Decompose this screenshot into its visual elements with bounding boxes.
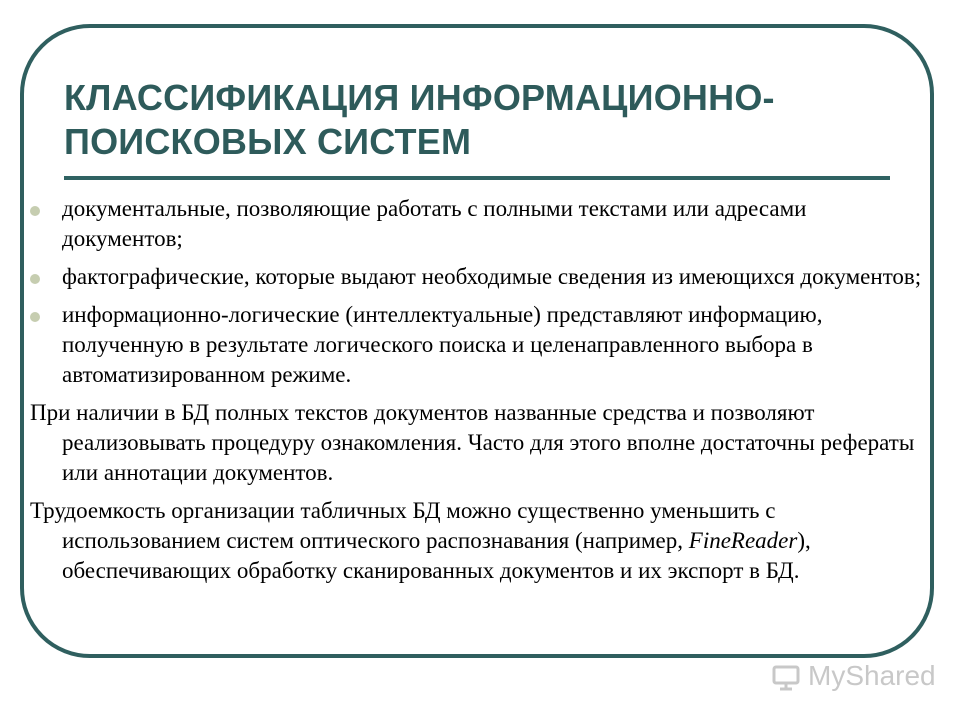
paragraph-ocr-start: Трудоемкость организации табличных БД можно существенно уменьшить с использованием систем оптического распознавания (например, bbox=[30, 498, 776, 553]
bullet-dot-icon bbox=[30, 274, 40, 284]
bullet-text: документальные, позволяющие работать с полными текстами или адресами документов; bbox=[62, 196, 807, 251]
bullet-item bbox=[30, 194, 930, 254]
bullet-item bbox=[30, 300, 930, 390]
bullet-dot-icon bbox=[30, 206, 40, 216]
projector-icon bbox=[770, 660, 802, 692]
slide-content bbox=[30, 194, 930, 594]
bullet-text: информационно-логические (интеллектуальные) представляют информацию, полученную в результате логического поиска и целенаправленного выбора в автоматизированном режиме. bbox=[62, 302, 823, 387]
finereader-text: FineReader bbox=[688, 528, 798, 553]
slide-title: КЛАССИФИКАЦИЯ ИНФОРМАЦИОННО-ПОИСКОВЫХ СИСТЕМ bbox=[64, 77, 775, 162]
bullet-text: фактографические, которые выдают необходимые сведения из имеющихся документов; bbox=[62, 264, 922, 289]
bullet-dot-icon bbox=[30, 312, 40, 322]
paragraph-full-texts: При наличии в БД полных текстов документов названные средства и позволяют реализовывать процедуру ознакомления. Часто для этого вполне достаточны рефераты или аннотации документов. bbox=[30, 400, 915, 485]
watermark-text: MyShared bbox=[808, 660, 936, 691]
bullet-item bbox=[30, 262, 930, 292]
watermark bbox=[770, 652, 936, 700]
paragraph-ocr bbox=[30, 496, 930, 586]
paragraph-ocr-end: ), обеспечивающих обработку сканированных документов и их экспорт в БД. bbox=[62, 528, 811, 583]
title-underline bbox=[64, 176, 890, 180]
